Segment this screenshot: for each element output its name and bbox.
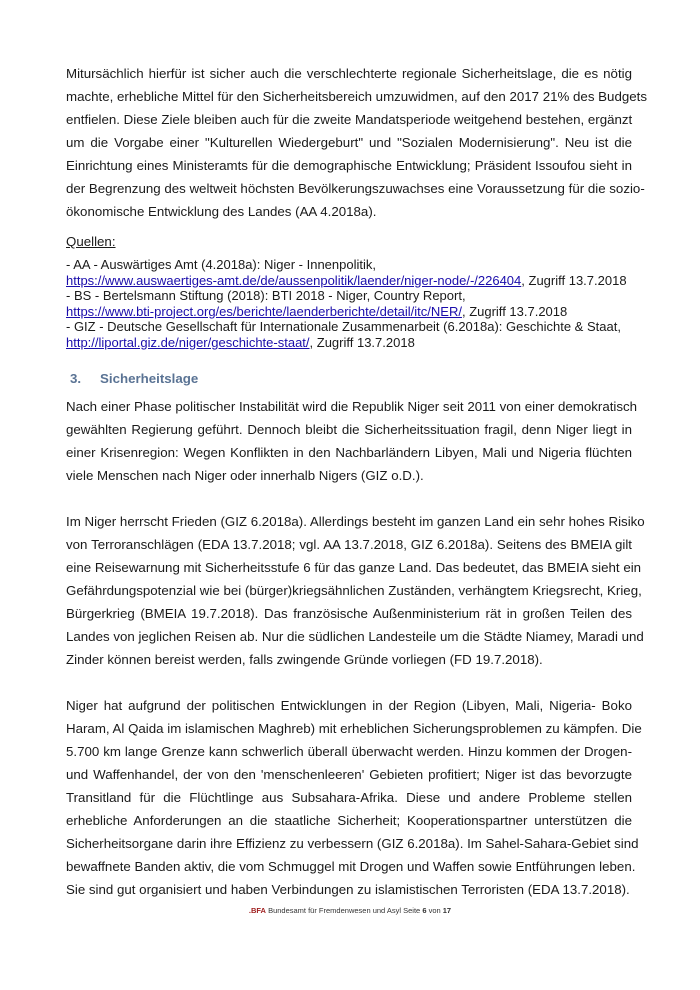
source-entry: - GIZ - Deutsche Gesellschaft für Internationale Zusammenarbeit (6.2018a): Geschichte & Staat, (66, 319, 621, 334)
page-footer (0, 906, 700, 915)
text-line: Bürgerkrieg (BMEIA 19.7.2018). Das französische Außenministerium rät in großen Teilen des (66, 606, 632, 621)
source-link-line (66, 335, 632, 351)
text-line: um die Vorgabe einer "Kulturellen Wiedergeburt" und "Sozialen Modernisierung". Neu ist die (66, 135, 632, 150)
source-link[interactable]: https://www.bti-project.org/es/berichte/laenderberichte/detail/itc/NER/ (66, 303, 462, 319)
text-line: ökonomische Entwicklung des Landes (AA 4.2018a). (66, 204, 377, 219)
text-line: Zinder können bereist werden, falls zwingende Gründe vorliegen (FD 19.7.2018). (66, 652, 543, 667)
source-access-date: , Zugriff 13.7.2018 (521, 272, 627, 288)
source-entry: - AA - Auswärtiges Amt (4.2018a): Niger - Innenpolitik, (66, 257, 376, 272)
body-paragraph (66, 395, 638, 487)
page-total: 17 (442, 906, 452, 915)
section-body (66, 395, 645, 901)
text-line: 5.700 km lange Grenze kann schwerlich überall überwacht werden. Hinzu kommen der Drogen- (66, 744, 632, 759)
text-line: viele Menschen nach Niger oder innerhalb Nigers (GIZ o.D.). (66, 468, 424, 483)
source-link-line (66, 304, 632, 320)
text-line: Niger hat aufgrund der politischen Entwicklungen in der Region (Libyen, Mali, Nigeria- Boko (66, 698, 632, 713)
text-line: Landes von jeglichen Reisen ab. Nur die südlichen Landesteile um die Städte Niamey, Maradi und (66, 629, 644, 644)
text-line: Gefährdungspotenzial wie bei (bürger)kriegsähnlichen Zuständen, verhängtem Kriegsrecht, Krieg, (66, 583, 642, 598)
text-line: Einrichtung eines Ministeramts für die demographische Entwicklung; Präsident Issoufou sieht in (66, 158, 632, 173)
footer-of: von (426, 906, 443, 915)
text-line: und Waffenhandel, der von den 'menschenleeren' Gebieten profitiert; Niger ist das bevorzugte (66, 767, 632, 782)
text-line: gewählten Regierung geführt. Dennoch bleibt die Sicherheitssituation fragil, denn Niger liegt in (66, 422, 632, 437)
page-number: 6 (422, 906, 427, 915)
text-line: Sicherheitsorgane darin ihre Effizienz zu verbessern (GIZ 6.2018a). Im Sahel-Sahara-Gebiet sind (66, 836, 639, 851)
text-line: bewaffnete Banden aktiv, die vom Schmuggel mit Drogen und Waffen sowie Entführungen leben. (66, 859, 636, 874)
section-title: Sicherheitslage (100, 371, 199, 386)
sources-list (66, 257, 632, 350)
source-entry: - BS - Bertelsmann Stiftung (2018): BTI 2018 - Niger, Country Report, (66, 288, 466, 303)
text-line: Nach einer Phase politischer Instabilität wird die Republik Niger seit 2011 von einer demokratisch (66, 399, 638, 414)
section-number: 3. (70, 371, 82, 386)
text-line: Mitursächlich hierfür ist sicher auch die verschlechterte regionale Sicherheitslage, die es nötig (66, 66, 632, 81)
source-link-line (66, 273, 632, 289)
text-line: einer Krisenregion: Wegen Konflikten in den Nachbarländern Libyen, Mali und Nigeria flüchten (66, 445, 632, 460)
source-link[interactable]: https://www.auswaertiges-amt.de/de/aussenpolitik/laender/niger-node/-/226404 (66, 272, 522, 288)
intro-paragraph (66, 62, 647, 223)
sources-title: Quellen: (66, 234, 116, 249)
body-paragraph (66, 510, 645, 671)
text-line: eine Reisewarnung mit Sicherheitsstufe 6 für das ganze Land. Das bedeutet, das BMEIA sieht ein (66, 560, 642, 575)
section-heading (70, 370, 632, 388)
text-line: Sie sind gut organisiert und haben Verbindungen zu islamistischen Terroristen (EDA 13.7.2018). (66, 882, 630, 897)
source-access-date: , Zugriff 13.7.2018 (309, 334, 415, 350)
text-line: machte, erhebliche Mittel für den Sicherheitsbereich umzuwidmen, auf den 2017 21% des Budgets (66, 89, 647, 104)
footer-text: Bundesamt für Fremdenwesen und Asyl Seite (265, 906, 423, 915)
source-access-date: , Zugriff 13.7.2018 (461, 303, 568, 319)
document-page (66, 62, 647, 901)
text-line: von Terroranschlägen (EDA 13.7.2018; vgl. AA 13.7.2018, GIZ 6.2018a). Seitens des BMEIA gilt (66, 537, 632, 552)
body-paragraph (66, 694, 642, 901)
text-line: Im Niger herrscht Frieden (GIZ 6.2018a). Allerdings besteht im ganzen Land ein sehr hohes Risiko (66, 514, 645, 529)
text-line: entfielen. Diese Ziele bleiben auch für die zweite Mandatsperiode weitgehend bestehen, ergänzt (66, 112, 633, 127)
text-line: der Begrenzung des weltweit höchsten Bevölkerungszuwachses eine Voraussetzung für die sozio- (66, 181, 645, 196)
text-line: Haram, Al Qaida im islamischen Maghreb) mit erheblichen Sicherungsproblemen zu kämpfen. Die (66, 721, 642, 736)
text-line: Transitland für die Flüchtlinge aus Subsahara-Afrika. Diese und andere Probleme stellen (66, 790, 632, 805)
source-link[interactable]: http://liportal.giz.de/niger/geschichte-staat/ (66, 334, 310, 350)
bfa-logo: .BFA (248, 906, 266, 915)
text-line: erhebliche Anforderungen an die staatliche Sicherheit; Kooperationspartner unterstützen die (66, 813, 632, 828)
